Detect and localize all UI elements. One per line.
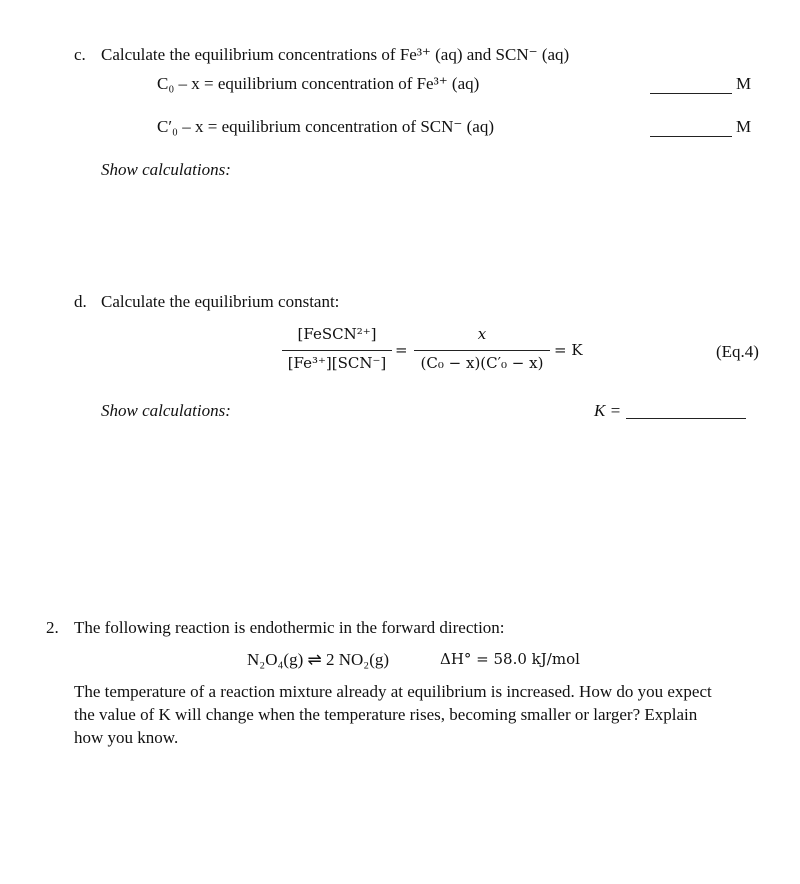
part-c-show-calculations: Show calculations: xyxy=(101,160,231,179)
question-2-number: 2. xyxy=(46,618,59,637)
question-2-text-line1: The temperature of a reaction mixture already at equilibrium is increased. How do you expect xyxy=(74,682,712,701)
k-label: K = xyxy=(594,401,622,420)
part-c-label: c. xyxy=(74,45,86,64)
fraction2-bar xyxy=(414,350,550,351)
fraction1-denominator: [Fe³⁺][SCN⁻] xyxy=(287,354,387,372)
part-c-row1-expr: C₀ – x = equilibrium concentration of Fe³⁺ (aq) xyxy=(157,74,480,93)
fraction1-bar xyxy=(282,350,392,351)
part-c-row2-expr: C′₀ – x = equilibrium concentration of SCN⁻ (aq) xyxy=(157,117,494,136)
part-d-title: Calculate the equilibrium constant: xyxy=(101,292,340,311)
question-2-text-line2: the value of K will change when the temperature rises, becoming smaller or larger? Explain xyxy=(74,705,698,724)
fraction1-numerator: [FeSCN²⁺] xyxy=(297,325,377,343)
equals-k: = K xyxy=(554,341,583,359)
scn-concentration-blank[interactable] xyxy=(650,136,732,137)
part-c-row2-unit: M xyxy=(736,117,752,136)
part-c-title: Calculate the equilibrium concentrations of Fe³⁺ (aq) and SCN⁻ (aq) xyxy=(101,45,570,64)
question-2-text-line3: how you know. xyxy=(74,728,179,747)
fe-concentration-blank[interactable] xyxy=(650,93,732,94)
reaction-equation: N₂O₄(g) ⇌ 2 NO₂(g) xyxy=(247,650,390,669)
part-c-row1-unit: M xyxy=(736,74,752,93)
question-2-intro: The following reaction is endothermic in the forward direction: xyxy=(74,618,505,637)
equals-sign: = xyxy=(395,341,408,359)
fraction2-denominator: (C₀ − x)(C′₀ − x) xyxy=(420,354,544,372)
fraction2-numerator: x xyxy=(477,325,487,343)
k-value-blank[interactable] xyxy=(626,418,746,419)
part-d-show-calculations: Show calculations: xyxy=(101,401,231,420)
equation-number: (Eq.4) xyxy=(716,342,759,361)
part-d-label: d. xyxy=(74,292,87,311)
enthalpy-value: ΔH° = 58.0 kJ/mol xyxy=(440,650,580,668)
